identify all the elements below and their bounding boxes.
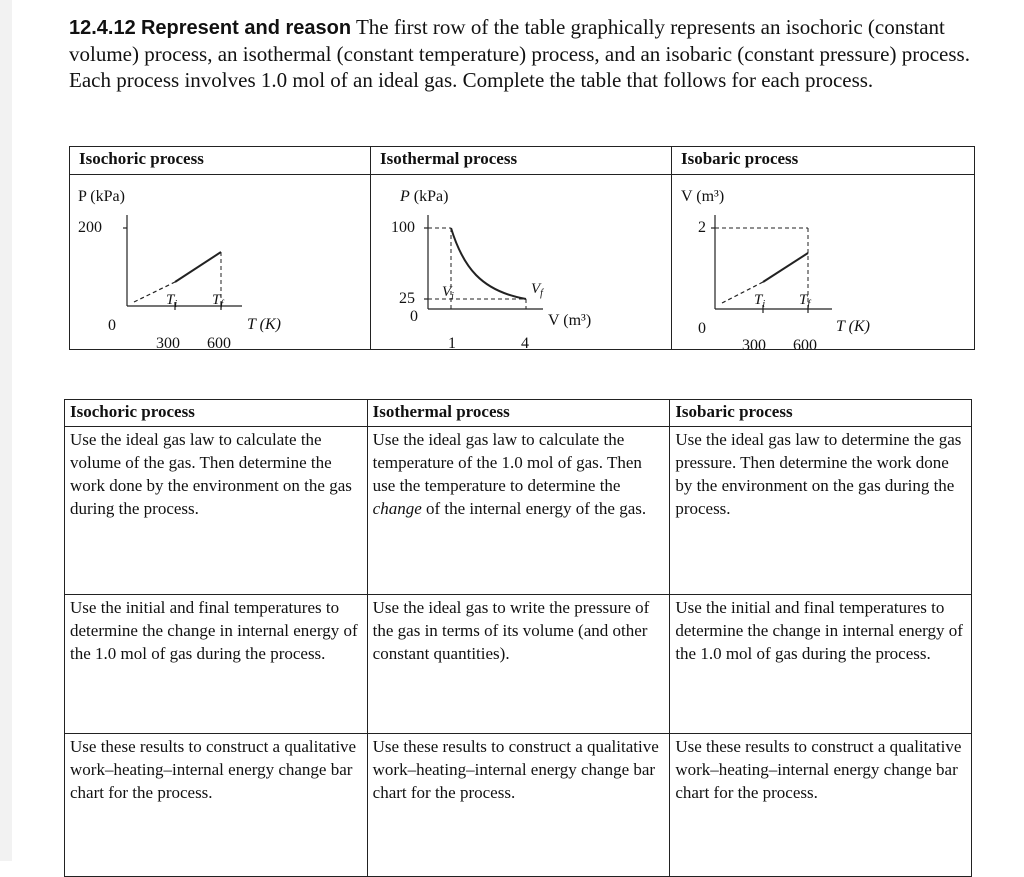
isochoric-origin: 0 xyxy=(108,317,116,334)
isothermal-x1: 1 xyxy=(448,335,456,349)
isochoric-xlabel: T (K) xyxy=(247,316,281,333)
isothermal-ytick-25: 25 xyxy=(399,290,415,307)
problem-heading: Represent and reason xyxy=(140,17,352,39)
graph-cell-isothermal xyxy=(371,175,672,350)
page-edge xyxy=(0,0,12,861)
graph-header-isothermal: Isothermal process xyxy=(371,147,672,175)
task-cell-r3-isothermal: Use these results to construct a qualitative work–heating–internal energy change bar chart for the process. xyxy=(367,734,670,877)
problem-number: 12.4.12 xyxy=(69,17,136,39)
isothermal-origin: 0 xyxy=(410,308,418,325)
task-cell-r2-isobaric: Use the initial and final temperatures to determine the change in internal energy of the 1.0 mol of gas during the process. xyxy=(670,595,972,734)
isochoric-point-initial: $T_i$ xyxy=(166,292,178,310)
graph-cell-isochoric xyxy=(70,175,371,350)
isobaric-origin: 0 xyxy=(698,320,706,337)
problem-statement xyxy=(69,14,984,93)
isochoric-x1: 300 xyxy=(156,335,180,349)
task-header-isothermal: Isothermal process xyxy=(367,400,670,427)
isothermal-x2: 4 xyxy=(521,335,529,349)
isothermal-point-initial: $V_i$ xyxy=(442,284,454,302)
isobaric-process-line xyxy=(763,253,808,282)
isothermal-point-final: $V_f$ xyxy=(531,281,543,299)
task-cell-r2-isochoric: Use the initial and final temperatures to determine the change in internal energy of the 1.0 mol of gas during the process. xyxy=(65,595,368,734)
isochoric-point-final: $T_f$ xyxy=(212,292,224,310)
graph-header-isochoric: Isochoric process xyxy=(70,147,371,175)
isochoric-graph xyxy=(70,175,370,349)
isothermal-xlabel: V (m³) xyxy=(548,312,592,329)
isochoric-ytick: 200 xyxy=(78,219,102,236)
isobaric-ylabel: V (m³) xyxy=(681,188,725,205)
isobaric-point-final: $T_f$ xyxy=(799,292,811,310)
isochoric-x2: 600 xyxy=(207,335,231,349)
task-table xyxy=(64,399,972,877)
isochoric-ylabel: P (kPa) xyxy=(78,188,125,205)
task-cell-r3-isobaric: Use these results to construct a qualitative work–heating–internal energy change bar chart for the process. xyxy=(670,734,972,877)
task-cell-r1-isothermal: Use the ideal gas law to calculate the temperature of the 1.0 mol of gas. Then use the temperature to determine the change of the internal energy of the gas. xyxy=(367,427,670,595)
problem-text: The first row of the table graphically represents an isochoric (constant volume) process, an isothermal (constant temperature) process, and an isobaric (constant pressure) process. Each process involves 1.0 mol of an ideal gas. Complete the table that follows for each process. xyxy=(69,15,970,92)
task-cell-r1-isobaric: Use the ideal gas law to determine the gas pressure. Then determine the work done by the environment on the gas during the process. xyxy=(670,427,972,595)
task-cell-r2-isothermal: Use the ideal gas to write the pressure of the gas in terms of its volume (and other constant quantities). xyxy=(367,595,670,734)
isobaric-graph xyxy=(672,175,974,349)
task-cell-r1-isochoric: Use the ideal gas law to calculate the volume of the gas. Then determine the work done by the environment on the gas during the process. xyxy=(65,427,368,595)
isobaric-x1: 300 xyxy=(742,337,766,349)
task-cell-r3-isochoric: Use these results to construct a qualitative work–heating–internal energy change bar chart for the process. xyxy=(65,734,368,877)
isobaric-xlabel: T (K) xyxy=(836,318,870,335)
isobaric-ytick: 2 xyxy=(698,219,706,236)
isothermal-graph xyxy=(371,175,671,349)
graph-cell-isobaric xyxy=(672,175,975,350)
isochoric-process-line xyxy=(175,252,221,282)
isobaric-point-initial: $T_i$ xyxy=(754,292,766,310)
task-header-isobaric: Isobaric process xyxy=(670,400,972,427)
isobaric-x2: 600 xyxy=(793,337,817,349)
isothermal-ylabel: P (kPa) xyxy=(400,188,449,205)
graph-header-isobaric: Isobaric process xyxy=(672,147,975,175)
isothermal-curve xyxy=(451,228,526,299)
graph-table xyxy=(69,146,975,350)
isothermal-ytick-100: 100 xyxy=(391,219,415,236)
task-header-isochoric: Isochoric process xyxy=(65,400,368,427)
